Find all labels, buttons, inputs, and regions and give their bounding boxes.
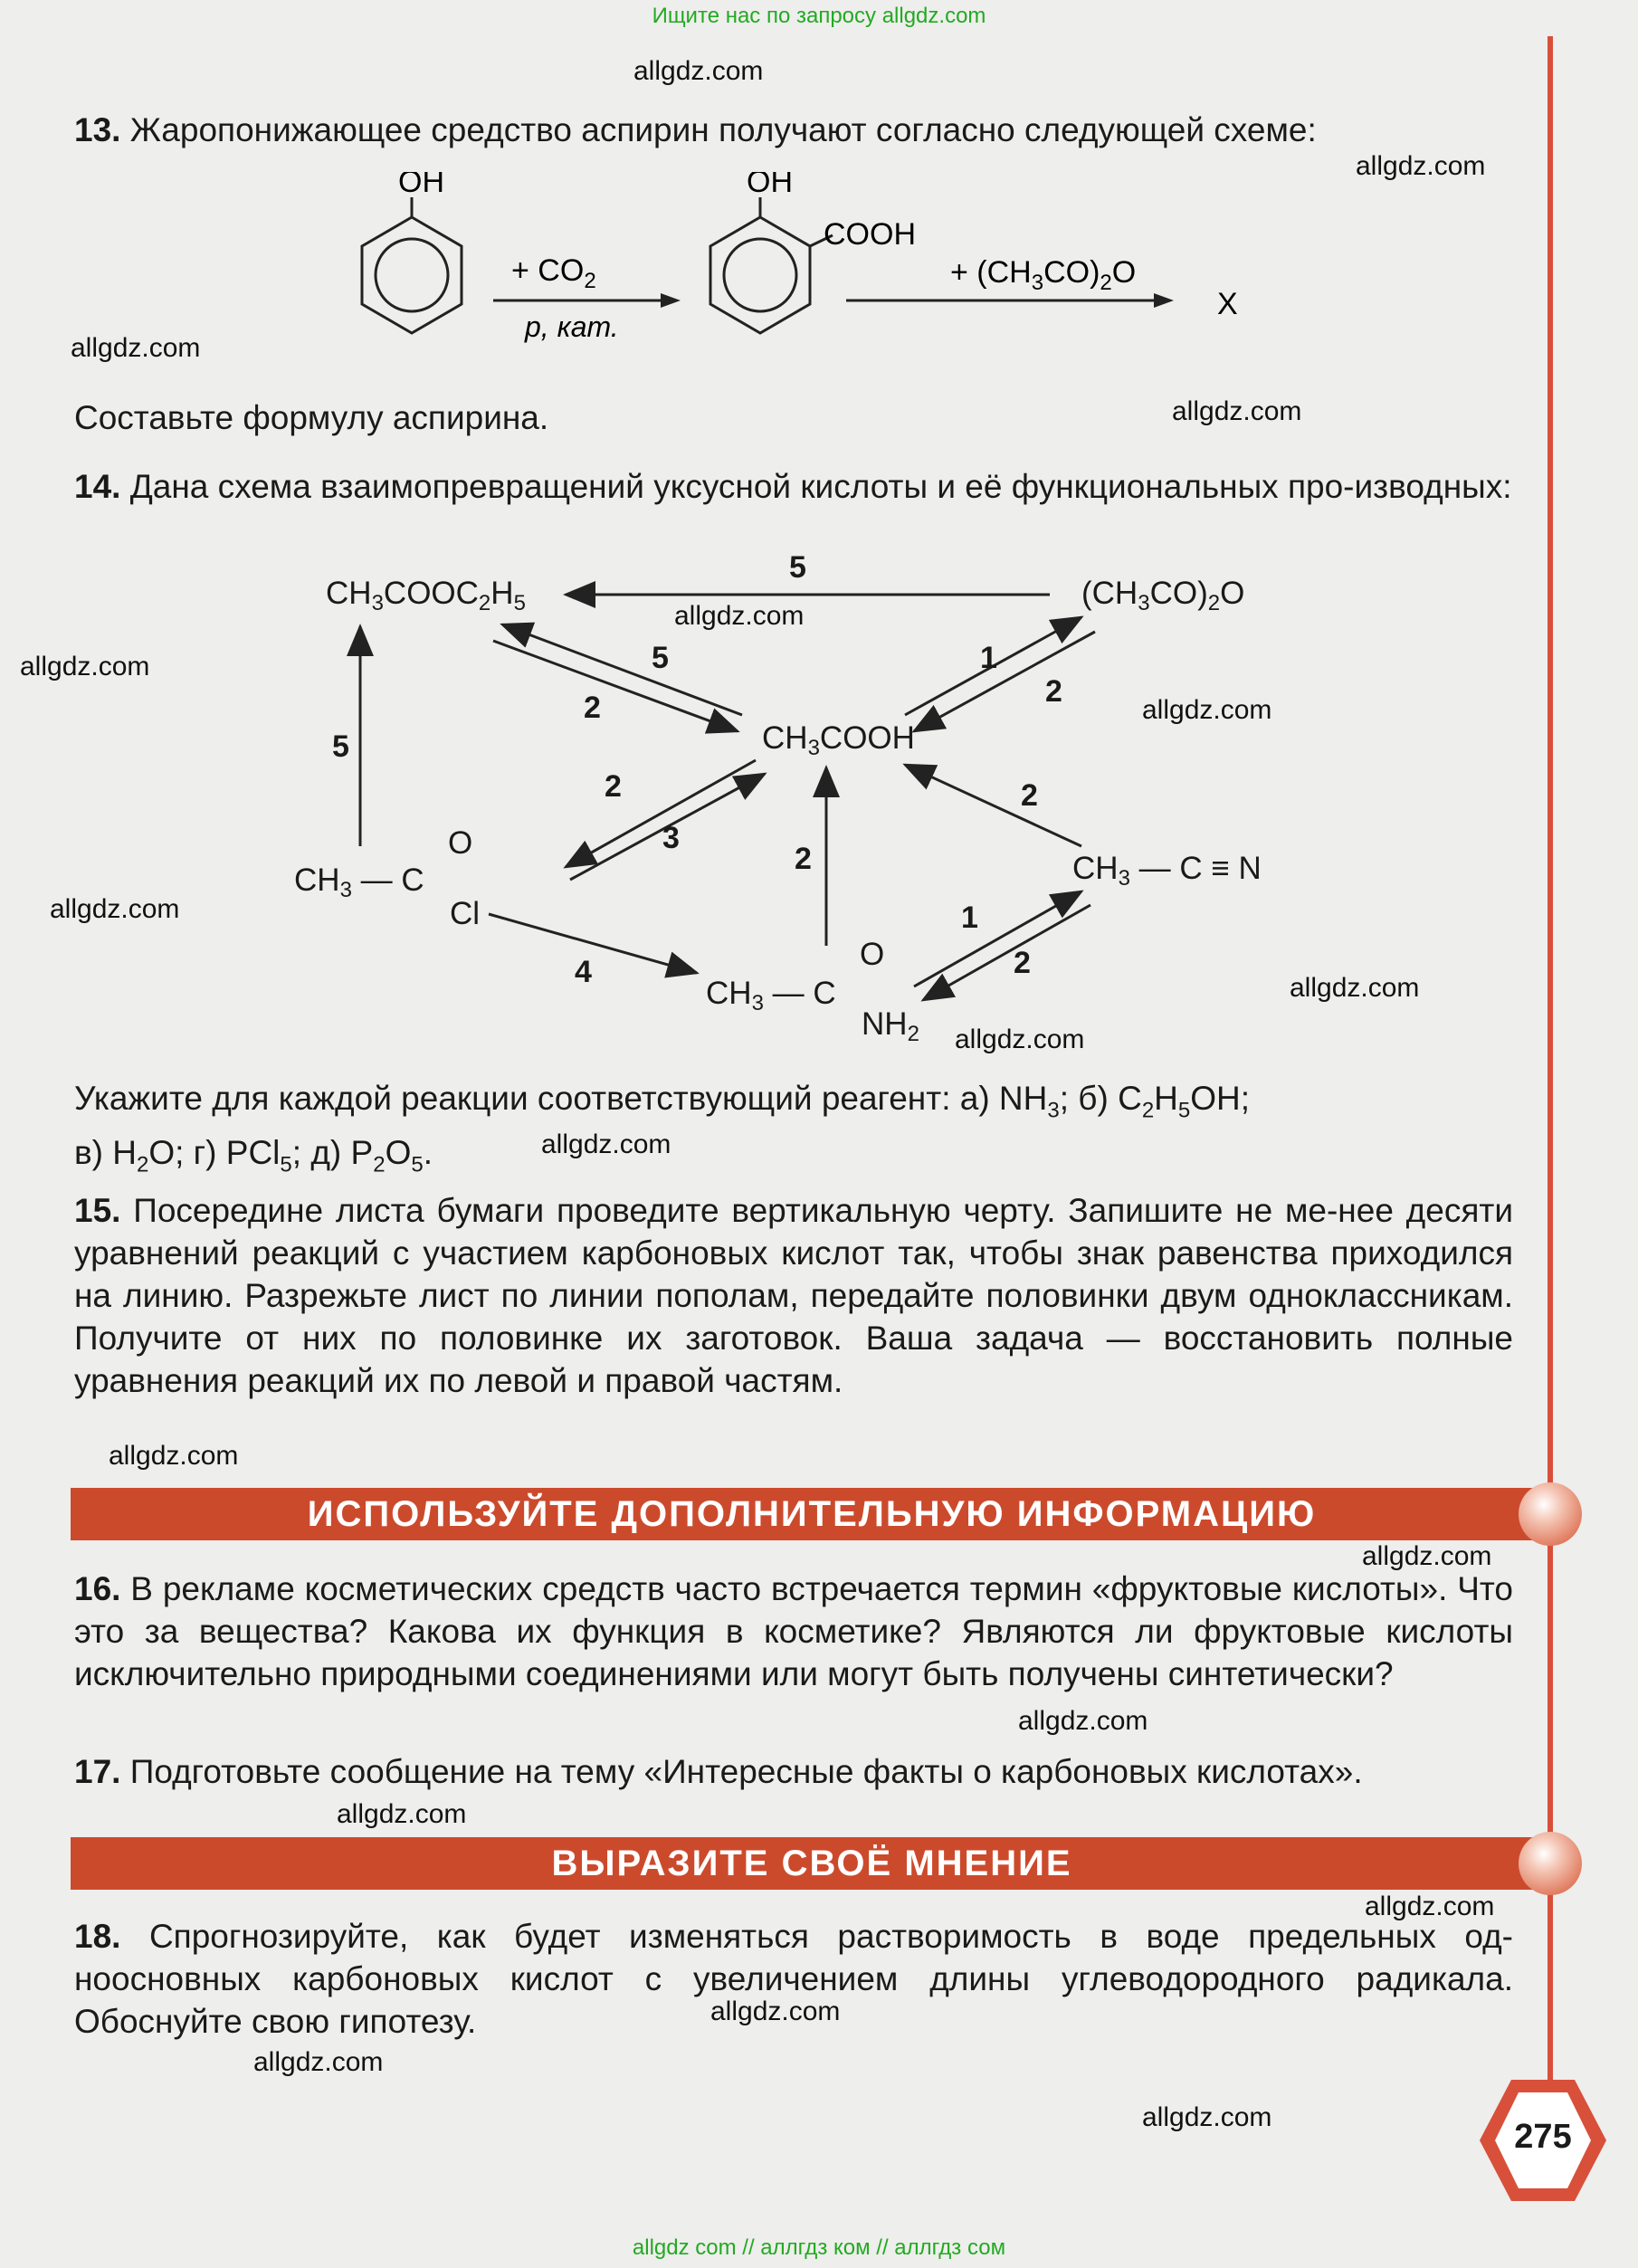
label-nitrile-amide: 2 [1014, 946, 1031, 980]
watermark: allgdz.com [1362, 1541, 1492, 1571]
label-ester-acid: 2 [584, 691, 601, 725]
node-chloride-cl: Cl [450, 896, 481, 931]
watermark: allgdz.com [1018, 1706, 1148, 1736]
node-amide: $CH_3$ — C [706, 976, 836, 1015]
svg-text:р, кат.: р, кат. [525, 310, 619, 343]
node-chloride-o: O [448, 825, 473, 861]
q17-number: 17. [74, 1753, 121, 1790]
node-nitrile: $CH_3$ — C ≡ N [1072, 851, 1262, 891]
watermark: allgdz.com [1290, 973, 1420, 1003]
label-amide-nitrile: 1 [961, 901, 978, 935]
q18-number: 18. [74, 1918, 121, 1955]
q18-text: Спрогнозируйте, как будет изменяться растворимость в воде предельных од-ноосновных карбоновых кислот с увеличением длины углеводородного радикала. Обоснуйте свою гипотезу. [74, 1918, 1514, 2040]
q16-number: 16. [74, 1570, 121, 1607]
node-amide-nh2: $NH_2$ [862, 1006, 919, 1046]
q13-text: Жаропонижающее средство аспирин получают согласно следующей схеме: [129, 111, 1317, 148]
label-acid-ester: 5 [652, 641, 669, 675]
watermark: allgdz.com [253, 2047, 384, 2077]
q14-task: Укажите для каждой реакции соответствующий реагент: а) $NH_3$; б) $C_2H_5OH$; в) $H_2O$; г) PCl$_5$; д) $P_2O_5$. [74, 1080, 1251, 1177]
q14-text: Дана схема взаимопревращений уксусной кислоты и её функциональных про-изводных: [129, 468, 1512, 505]
q15-statement [74, 1189, 1513, 1402]
section-banner-opinion: ВЫРАЗИТЕ СВОЁ МНЕНИЕ [71, 1837, 1553, 1890]
label-anhydride-ester: 5 [789, 550, 806, 585]
watermark: allgdz.com [1365, 1892, 1495, 1921]
top-search-banner[interactable]: Ищите нас по запросу allgdz.com [652, 4, 986, 28]
watermark: allgdz.com [109, 1441, 239, 1471]
watermark: allgdz.com [20, 652, 150, 681]
watermark: allgdz.com [541, 1129, 671, 1159]
footer-links[interactable]: allgdz com // аллгдз ком // аллгдз сом [632, 2235, 1006, 2260]
watermark: allgdz.com [1142, 2102, 1272, 2132]
label-nitrile-acid: 2 [1021, 778, 1038, 813]
q17-text: Подготовьте сообщение на тему «Интересные факты о карбоновых кислотах». [129, 1753, 1363, 1790]
node-acid: $CH_3COOH$ [762, 720, 915, 760]
section-banner-additional-info: ИСПОЛЬЗУЙТЕ ДОПОЛНИТЕЛЬНУЮ ИНФОРМАЦИЮ [71, 1488, 1553, 1540]
q13-number: 13. [74, 111, 121, 148]
banner-dot-icon [1519, 1482, 1582, 1546]
watermark: allgdz.com [337, 1799, 467, 1829]
label-chloride-acid: 3 [662, 821, 680, 855]
watermark: allgdz.com [1142, 695, 1272, 725]
watermark: allgdz.com [710, 1996, 841, 2026]
watermark: allgdz.com [1356, 151, 1486, 181]
node-amide-o: O [860, 937, 885, 972]
svg-text:X: X [1217, 287, 1238, 321]
label-anhydride-acid: 2 [1045, 674, 1062, 709]
svg-text:OH: OH [747, 172, 793, 199]
phenol-oh: OH [398, 172, 444, 199]
q15-text: Посередине листа бумаги проведите вертикальную черту. Запишите не ме-нее десяти уравнений реакций с участием карбоновых кислот так, чтобы знак равенства приходился на линию. Разрежьте лист по линии пополам, передайте половинки двум одноклассникам. Получите от них по половинке их заготовок. Ваша задача — восстановить полные уравнения реакций их по левой и правой частям. [74, 1192, 1514, 1399]
q14-number: 14. [74, 468, 121, 505]
watermark: allgdz.com [633, 56, 764, 86]
node-anhydride: $(CH_3CO)_2O$ [1081, 576, 1245, 615]
watermark: allgdz.com [1172, 396, 1302, 426]
node-ester: $CH_3COOC_2H_5$ [326, 576, 526, 615]
label-chloride-ester: 5 [332, 729, 349, 764]
watermark: allgdz.com [955, 1024, 1085, 1054]
banner-dot-icon [1519, 1832, 1582, 1895]
label-acid-anhydride: 1 [980, 641, 997, 675]
svg-text:+ CO2: + $CO_2$ [511, 253, 596, 293]
page-number: 275 [1514, 2118, 1572, 2156]
label-chloride-amide: 4 [575, 955, 592, 989]
watermark: allgdz.com [50, 894, 180, 924]
q15-number: 15. [74, 1192, 121, 1229]
label-acid-chloride: 2 [605, 769, 622, 804]
svg-text:+ (CH3CO)2O: + $(CH_3CO)_2O$ [950, 255, 1137, 295]
q17-statement [74, 1750, 1513, 1793]
label-amide-acid: 2 [795, 842, 812, 876]
q16-text: В рекламе косметических средств часто встречается термин «фруктовые кислоты». Что это за вещества? Какова их функция в косметике? Являются ли фруктовые кислоты исключительно природными соединениями или могут быть получены синтетически? [74, 1570, 1514, 1692]
q16-statement [74, 1568, 1513, 1695]
watermark: allgdz.com [674, 601, 805, 631]
q13-task: Составьте формулу аспирина. [74, 399, 549, 436]
svg-text:COOH: COOH [824, 217, 916, 252]
watermark: allgdz.com [71, 333, 201, 363]
node-chloride: $CH_3$ — C [294, 862, 424, 902]
